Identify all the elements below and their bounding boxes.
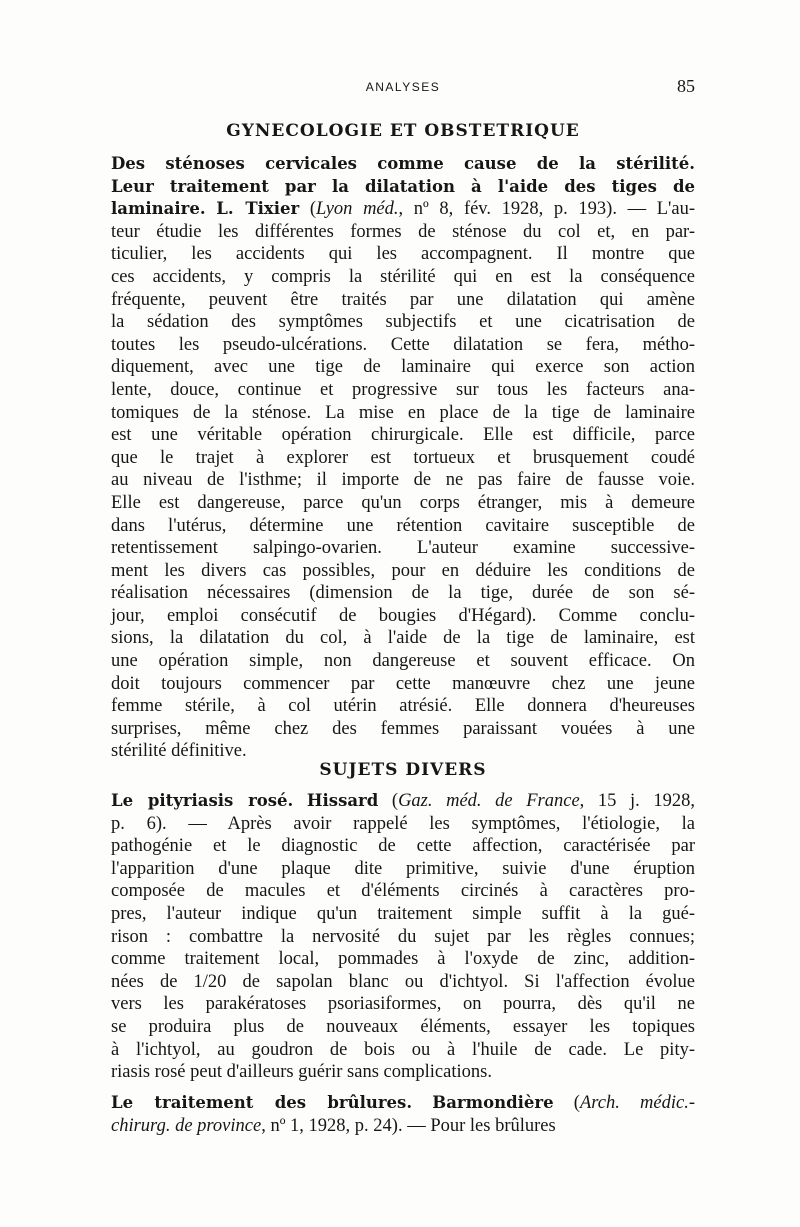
article-line: p. 6). — Après avoir rappelé les symptômes, l'étiologie, la — [111, 813, 695, 834]
article-heading-line: laminaire. L. Tixier (Lyon méd., nº 8, fév. 1928, p. 193). — L'au- — [111, 199, 695, 220]
article-line: fréquente, peuvent être traités par une dilatation qui amène — [111, 289, 695, 310]
article-line: à l'ichtyol, au goudron de bois ou à l'huile de cade. Le pity- — [111, 1039, 695, 1060]
article-line: réalisation nécessaires (dimension de la tige, durée de son sé- — [111, 583, 695, 604]
article-author: L. Tixier — [216, 199, 300, 219]
article-line: la sédation des symptômes subjectifs et une cicatrisation de — [111, 312, 695, 333]
article-reference: , nº 8, fév. 1928, p. 193). — [398, 199, 617, 220]
article-line: pres, l'auteur indique qu'un traitement simple suffit à la gué- — [111, 903, 695, 924]
article-line: retentissement salpingo-ovarien. L'auteur examine successive- — [111, 538, 695, 559]
article-stenoses-cervicales — [111, 153, 695, 763]
article-line: sions, la dilatation du col, à l'aide de la tige de laminaire, est — [111, 628, 695, 649]
article-line: est une véritable opération chirurgicale. Elle est difficile, parce — [111, 425, 695, 446]
article-reference: , 15 j. 1928, — [579, 791, 695, 811]
article-body — [111, 835, 695, 1084]
article-line: doit toujours commencer par cette manœuvre chez une jeune — [111, 673, 695, 694]
article-title-part: laminaire. — [111, 199, 206, 219]
document-page — [111, 0, 695, 1227]
article-line: comme traitement local, pommades à l'oxyde de zinc, addition- — [111, 949, 695, 970]
article-journal: Gaz. méd. de France — [398, 791, 580, 811]
article-line: ces accidents, y compris la stérilité qui en est la conséquence — [111, 266, 695, 287]
article-line: riasis rosé peut d'ailleurs guérir sans complications. — [111, 1062, 492, 1083]
article-line: vers les parakératoses psoriasiformes, on pourra, dès qu'il ne — [111, 994, 695, 1015]
article-pityriasis-rose — [111, 790, 695, 1084]
section-title-gynecologie: GYNECOLOGIE ET OBSTETRIQUE — [226, 121, 580, 141]
article-journal: Lyon méd. — [315, 199, 399, 220]
article-traitement-brulures — [111, 1092, 695, 1137]
page-number: 85 — [677, 76, 695, 96]
article-line: l'apparition d'une plaque dite primitive, suivie d'une éruption — [111, 858, 695, 879]
article-heading-line: Le pityriasis rosé. Hissard (Gaz. méd. de France, 15 j. 1928, — [111, 791, 695, 811]
article-line: stérilité définitive. — [111, 741, 247, 762]
running-head — [111, 74, 695, 98]
article-journal: Arch. médic.- — [579, 1093, 696, 1113]
article-line: que le trajet à explorer est tortueux et brusquement coudé — [111, 447, 695, 468]
article-line: ment les divers cas possibles, pour en déduire les conditions de — [111, 560, 695, 581]
article-line: une opération simple, non dangereuse et souvent efficace. On — [111, 651, 695, 672]
article-line: au niveau de l'isthme; il importe de ne pas faire de fausse voie. — [111, 470, 695, 491]
article-line: teur étudie les différentes formes de sténose du col et, en par- — [111, 221, 695, 242]
article-heading-line: Le traitement des brûlures. Barmondière (Arch. médic.- — [111, 1093, 696, 1113]
article-line: composée de macules et d'éléments circinés à caractères pro- — [111, 881, 695, 902]
article-body — [111, 221, 695, 763]
article-reference: , nº 1, 1928, p. 24). — Pour les brûlures — [261, 1115, 556, 1136]
article-heading-line — [111, 153, 695, 176]
article-author: Barmondière — [432, 1093, 554, 1112]
article-line: femme stérile, à col utérin atrésié. Elle donnera d'heureuses — [111, 696, 695, 717]
article-line: diquement, avec une tige de laminaire qui exerce son action — [111, 357, 695, 378]
article-author: Hissard — [306, 791, 379, 810]
article-journal: chirurg. de province — [111, 1115, 262, 1136]
article-line: pathogénie et le diagnostic de cette affection, caractérisée par — [111, 836, 695, 857]
article-line: surprises, même chez des femmes paraissant vouées à une — [111, 718, 695, 739]
article-title-part: Leur traitement par la dilatation à l'aide des tiges de — [111, 176, 695, 196]
article-heading-line — [111, 176, 695, 199]
article-line: tomiques de la sténose. La mise en place de la tige de laminaire — [111, 402, 695, 423]
article-line: ticulier, les accidents qui les accompagnent. Il montre que — [111, 244, 695, 265]
article-title-part: Des sténoses cervicales comme cause de la stérilité. — [111, 154, 695, 173]
article-line: jour, emploi consécutif de bougies d'Hégard). Comme conclu- — [111, 605, 695, 626]
article-line: toutes les pseudo-ulcérations. Cette dilatation se fera, métho- — [111, 334, 695, 355]
article-line: se produira plus de nouveaux éléments, essayer les topiques — [111, 1016, 695, 1037]
article-line — [111, 1115, 695, 1138]
article-line: nées de 1/20 de sapolan blanc ou d'ichtyol. Si l'affection évolue — [111, 971, 695, 992]
article-line: dans l'utérus, détermine une rétention cavitaire susceptible de — [111, 515, 695, 536]
article-line: rison : combattre la nervosité du sujet par les règles connues; — [111, 926, 695, 947]
section-title-sujets-divers: SUJETS DIVERS — [319, 760, 487, 780]
article-line: Elle est dangereuse, parce qu'un corps étranger, mis à demeure — [111, 492, 695, 513]
article-title: Le pityriasis rosé. — [111, 791, 294, 810]
running-title: ANALYSES — [365, 80, 441, 94]
article-line: lente, douce, continue et progressive sur tous les facteurs ana- — [111, 379, 695, 400]
article-title: Le traitement des brûlures. — [111, 1093, 413, 1112]
